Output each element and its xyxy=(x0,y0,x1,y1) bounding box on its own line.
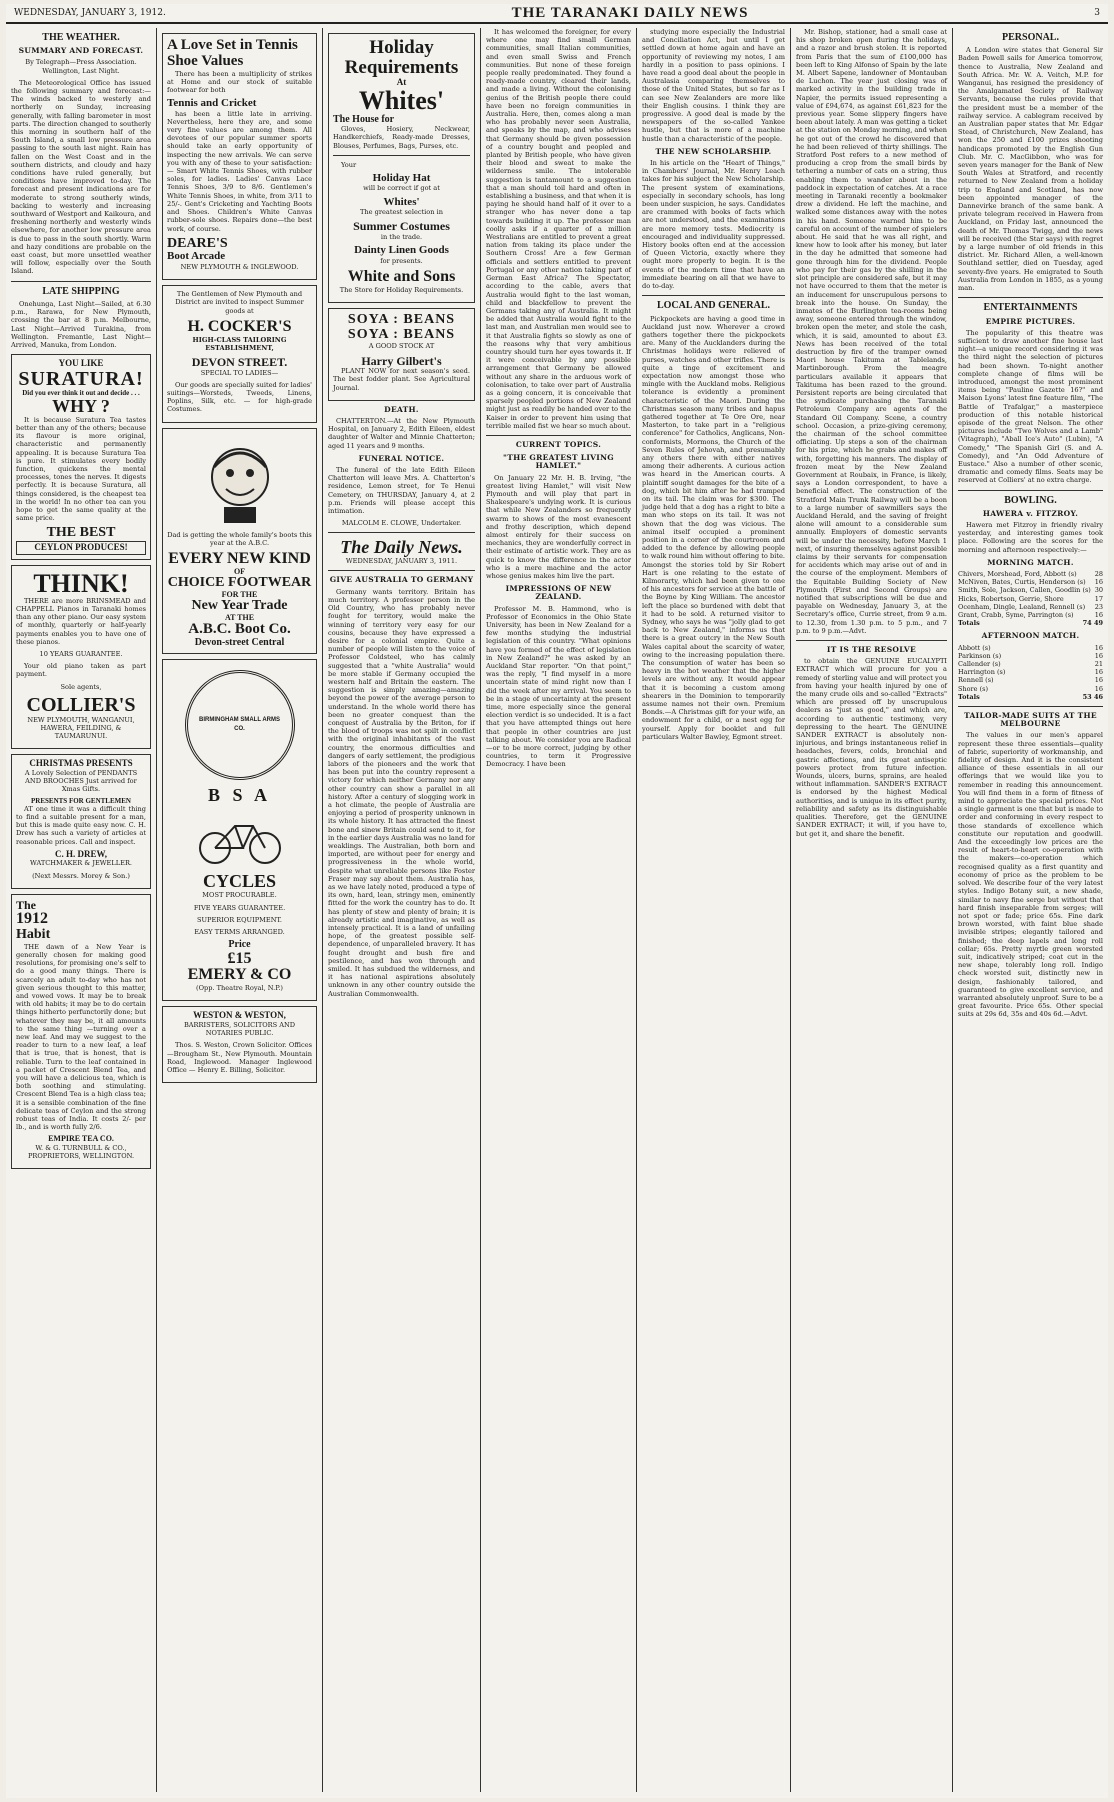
score-row xyxy=(958,570,1103,578)
habit-body: THE dawn of a New Year is generally chosen for making good resolutions, for promising one's self to do a good many things. There is scarcely an adult to-day who has not given serious thought to this matter, and vowed vows. It may be to break with old habits; it may be to do certain things hitherto perfunctorily done; but whatever they may be, it all amounts to the same thing —turning over a new leaf. And may we suggest to the reader to turn to a new leaf, a leaf that is true, that is honest, that is reliable. Turn to the leaf contained in a packet of Crescent Blend Tea, and you will have a delicious tea, which is both soothing and stimulating. Crescent Blend Tea is a high class tea; it is a sensible combination of the fine delicate teas of Ceylon and the strong robust teas of India. It costs 2/- per lb., and is worth fully 2/6. xyxy=(16,942,146,1132)
soya-line-1: SOYA : BEANS xyxy=(347,311,456,327)
empire-pictures-heading: EMPIRE PICTURES. xyxy=(985,316,1076,326)
shipping-heading: LATE SHIPPING xyxy=(42,285,120,297)
abc-new-year: New Year Trade xyxy=(191,598,288,614)
local-general-continued: Mr. Bishop, stationer, had a small case at his shop broken open during the holidays, and a razor and brush stolen. It is reported from Paris that the sum of £100,000 has been left to King Alfonso of Spain by the late M. Albert Sapene, landowner of Montauban de Luchon. The year just closing was of marked activity in the building trade in Napier, the permits issued representing a value of £94,674, as against £61,823 for the previous year. Some slippery fingers have been about lately. A man was getting a ticket at the station on Monday morning, and when he got out of the crowd he discovered that he had been relieved of thirty shillings. The Stratford Post refers to a new method of producing a crop from the small birds by tethering a number of cats on a string, thus enabling them to wander about in the paddock in expectation of catches. At a race meeting in Taranaki recently a bookmaker drew a dividend. He left the machine, and walked some distances away with the notes in his hand. Someone warned him to be careful on account of the number of spielers about. He said that he was all right, and knew how to look after his money, but later in the day he admitted that someone had gone through him for the dividend. People who pay for their gas by the shilling in the slot principle are considered safe, but it may not have occurred to them that the meter is an inducement for unscrupulous persons to break into the house. On Sunday, the inmates of the Burlington tea-rooms being away, someone entered through the window, broken open the meter, and stole the cash, which, it is said, amounted to about £3. News has been received of the total destruction by fire of the tramper owned Maori house Takituma at Tablelands, Martinborough. From the meagre particulars available it appears that Takituma has been razed to the ground. Persistent reports are being circulated that the syndicate purchasing the Taranaki Petroleum Company are agents of the Standard Oil Company. Scene, a country school. Occasion, a prize-giving ceremony, the chairman of the school committee officiating. Up steps a son of the chairman for his prize, which he grabs and makes off with, forgetting his manners. The display of frozen meat by the New Zealand Government at Roubaix, in France, is likely, says a London correspondent, to have a beneficial effect. The construction of the Stratford Main Trunk Railway will be a boon to a large number of sawmillers says the Auckland Herald, and the saving of freight alone will amount to a considerable sum annually. Employers of domestic servants will be under the necessity, before March 1 next, of insuring themselves against possible claims by their servants for compensation for accidents which may arise out of and in the course of the employment. Members of the Equitable Building Society of New Plymouth (First and Second Groups) are notified that subscriptions will be due and payable on Wednesday, January 3, at the Secretary's office, Currie street, from 9 a.m. to 12.30, from 1.30 p.m. to 5 p.m., and 7 p.m. to 9 p.m.—Advt. xyxy=(796,28,947,635)
deare-name: DEARE'S xyxy=(167,235,228,251)
divider xyxy=(642,295,785,296)
score-team: Chivers, Morshead, Ford, Abbott (s) xyxy=(958,569,1077,578)
weather-heading: THE WEATHER. xyxy=(42,32,120,43)
deare-ad xyxy=(162,33,317,280)
bsa-cycles: CYCLES xyxy=(202,871,277,892)
suratura-best: THE BEST xyxy=(46,525,116,541)
newspaper-page xyxy=(6,4,1108,1798)
cocker-name: H. COCKER'S xyxy=(187,317,292,335)
totals-label: Totals xyxy=(958,619,980,628)
empire-tea-company: EMPIRE TEA CO. xyxy=(48,1134,114,1144)
abc-caption: Dad is getting the whole family's boots this year at the A.B.C. xyxy=(167,530,312,547)
score-value: 30 xyxy=(1094,586,1103,595)
divider xyxy=(328,532,475,533)
score-team: Parkinson (s) xyxy=(958,651,1002,660)
masthead-date: WEDNESDAY, JANUARY 3, 1912. xyxy=(14,8,166,18)
current-topics-heading: CURRENT TOPICS. xyxy=(515,439,602,449)
column-7 xyxy=(953,28,1108,1792)
whites-your: Your xyxy=(341,160,357,169)
whites-trade: in the trade. xyxy=(380,233,423,242)
xmas-body: A Lovely Selection of PENDANTS AND BROOCHES Just arrived for Xmas Gifts. xyxy=(24,768,138,794)
whites-name: Whites' xyxy=(358,86,445,116)
totals-b: 49 xyxy=(1093,619,1103,628)
page-number: 3 xyxy=(1094,8,1100,18)
bsa-equipment: SUPERIOR EQUIPMENT. xyxy=(196,915,283,924)
afternoon-scores xyxy=(958,644,1103,701)
abc-at-the: AT THE xyxy=(224,612,255,622)
abc-choice-footwear: CHOICE FOOTWEAR xyxy=(167,575,312,591)
bowling-heading: BOWLING. xyxy=(1004,494,1057,506)
funeral-body: The funeral of the late Edith Eileen Chatterton will leave Mrs. A. Chatterton's residence, Lemon street, for Te Henui Cemetery, on THURSDAY, January 4, at 2 p.m. Friends will please accept this intimation. xyxy=(328,465,475,515)
weston-trade: BARRISTERS, SOLICITORS AND NOTARIES PUBLIC. xyxy=(183,1020,296,1038)
score-row xyxy=(958,676,1103,684)
entertainments-heading: ENTERTAINMENTS xyxy=(983,302,1078,314)
totals-a: 74 xyxy=(1082,619,1092,628)
crescent-tea-ad xyxy=(11,894,151,1170)
bowling-body: Hawera met Fitzroy in friendly rivalry yesterday, and interesting games took place. Following are the scores for the morning and afternoon respectively:— xyxy=(958,520,1103,554)
whites-ad xyxy=(328,33,475,303)
hamlet-heading: "THE GREATEST LIVING HAMLET." xyxy=(503,453,614,471)
bsa-emblem-text: BIRMINGHAM SMALL ARMS CO. xyxy=(199,717,280,732)
sander-body: to obtain the GENUINE EUCALYPTI EXTRACT which will procure for you a remedy of sterling value and will protect you from having your health injured by one of the many crude oils and so-called "Extracts" which are pressed off by unscrupulous dealers as "just as good," and which are, according to authentic testimony, very depressing to the heart. The GENUINE SANDER EXTRACT is absolutely non-injurious, and brings instantaneous relief in headaches, fevers, colds, bronchial and gastric affections, and its great antiseptic powers protect from future infection. Wounds, ulcers, burns, sprains, are healed without inflammation. SANDER'S EXTRACT is endorsed by the highest Medical authorities, and is unique in its effect purity, reliability and safety as its distinguishable qualities. Therefore, get the GENUINE SANDER EXTRACT; it will, if you have to, but get it, and share the benefit. xyxy=(796,657,947,838)
abc-for-the: FOR THE xyxy=(221,589,258,599)
death-heading: DEATH. xyxy=(384,404,419,414)
editorial-heading: GIVE AUSTRALIA TO GERMANY xyxy=(329,575,474,585)
divider xyxy=(796,640,947,641)
death-body: CHATTERTON.—At the New Plymouth Hospital, on January 2, Edith Eileen, eldest daughter of Walter and Minnie Chatterton; aged 11 years and 9 months. xyxy=(328,416,475,450)
weather-body: The Meteorological Office has issued the following summary and forecast:—The winds backed to westerly and northerly on Sunday, increasing generally, with falling barometer in most parts. The direction changed to southerly this morning in southern half of the South Island, a small low pressure area passing to the south last night. Rain has fallen on the West Coast and in the southern districts, and cloudy and hazy conditions have ruled generally, but conditions have improved to-day. The forecast and present indications are for moderate to strong southerly winds, backing to westerly and increasing southward of Westport and Kaikoura, and freshening northerly and westerly winds elsewhere, for another low pressure area is due to pass in the south shortly. Warm and hazy conditions are probable on the east coast, but more unsettled weather will follow, especially over the South Island. xyxy=(11,78,151,276)
gilbert-name: Harry Gilbert's xyxy=(361,353,442,368)
score-row xyxy=(958,668,1103,676)
morning-scores xyxy=(958,570,1103,627)
whites-at: At xyxy=(396,76,407,87)
tennis-heading: A Love Set in Tennis Shoe Values xyxy=(167,37,298,69)
bsa-letters: B S A xyxy=(207,784,272,805)
abc-boot-ad xyxy=(162,428,317,654)
whites-correct: will be correct if got at xyxy=(363,184,440,193)
cocker-street: DEVON STREET. xyxy=(191,354,288,369)
totals-label: Totals xyxy=(958,692,980,701)
dad-cartoon-icon xyxy=(200,437,280,527)
soya-body: PLANT NOW for next season's seed. The best fodder plant. See Agricultural Journal. xyxy=(333,367,470,392)
score-value: 16 xyxy=(1094,643,1103,652)
emery-name: EMERY & CO xyxy=(187,966,292,984)
drew-ad xyxy=(11,754,151,888)
suratura-line-3: Did you ever think it out and decide . . . xyxy=(22,388,140,397)
score-team: McNiven, Bates, Curtis, Henderson (s) xyxy=(958,578,1086,587)
tennis-body: has been a little late in arriving. Nevertheless, here they are, and some very fine values are among them. All devotees of our popular summer sports should take an early opportunity of inspecting the new arrivals. We can serve you with any of these to your satisfaction:— Smart White Tennis Shoes, with rubber soles, for ladies. Ladies' Canvas Lace Tennis Shoes, 3/9 to 8/6. Gentlemen's White Tennis Shoes, in white, from 3/11 to 25/-. Gent's Cricketing and Yachting Boots and Shoes. Children's White Canvas rubber-sole shoes. Repairs done—the best work, of course. xyxy=(167,109,312,233)
funeral-heading: FUNERAL NOTICE. xyxy=(358,453,445,463)
score-value: 17 xyxy=(1094,594,1103,603)
collier-towns: NEW PLYMOUTH, WANGANUI, HAWERA, FEILDING, & TAUMARUNUI. xyxy=(27,715,135,741)
scholarship-heading: THE NEW SCHOLARSHIP. xyxy=(655,146,772,156)
think-body: THERE are more BRINSMEAD and CHAPPELL Pianos in Taranaki homes than any other piano. Our easy system of monthly, quarterly or half-yearly payments enables you to have one of these pianos. xyxy=(16,596,146,646)
soya-line-2: SOYA : BEANS xyxy=(347,326,456,342)
impressions-continued: studying more especially the Industrial and Conciliation Act, but until I get settled down at home again and have an opportunity of reviewing my notes, I am hardly in a position to pass opinions. I have read a good deal about the people in Australasia comparing themselves to those of the United States, but so far as I can see New Zealanders are more like their English cousins. I think they are progressive. A good deal is made by the newspapers of the so-called Yankee hustle, but that is more of a machine hustle than a characteristic of the people. xyxy=(642,28,785,143)
divider xyxy=(11,281,151,282)
tennis-cricket: Tennis and Cricket xyxy=(167,97,257,110)
abc-every-new-kind: EVERY NEW KIND xyxy=(168,549,311,567)
score-value: 16 xyxy=(1094,676,1103,685)
entertainments-body: The popularity of this theatre was sufficient to draw another fine house last night—a unique record considering it was the third night the selection of pictures had been shown. To-night another complete change of films will be introduced, amongst the most prominent items being "Pauline Gazette 16?" and Maison Lyons' latest fine feature film, "The Battle of Trafalgar," a masterpiece production of this notable historical episode of the great Nelson. The other pictures include "Two Wolves and a Lamb" (Vitagraph), "Aball Ice's Auto" (Lubin), "A Comedy," "The Spanish Girl (S. and A. Comedy), and "An Odd Adventure of Eustace." Also a number of other scenic, dramatic and comedy films. Seats may be reserved at Colliers' at no extra charge. xyxy=(958,328,1103,485)
column-6 xyxy=(791,28,952,1792)
drew-trade: WATCHMAKER & JEWELLER. xyxy=(30,859,132,868)
personal-heading: PERSONAL. xyxy=(1002,32,1059,43)
abc-address: Devon-street Central xyxy=(194,637,285,649)
score-row xyxy=(958,578,1103,586)
cocker-body: Our goods are specially suited for ladies' suitings—Worsteds, Tweeds, Linens, Poplins, Silk, etc. — for high-grade Costumes. xyxy=(167,380,312,414)
gilbert-ad xyxy=(328,308,475,401)
column-2 xyxy=(157,28,322,1792)
shipping-body: Onehunga, Last Night—Sailed, at 6.30 p.m., Rarawa, for New Plymouth, crossing the bar at 8 p.m. Melbourne, Last Night—Arrived Turakina, from Wellington. Fremantle, Last Night—Arrived, Manuka, from London. xyxy=(11,299,151,349)
whites-holiday: Holiday Requirements xyxy=(344,37,459,78)
soya-stock: A GOOD STOCK AT xyxy=(368,342,435,351)
column-3 xyxy=(323,28,480,1792)
think-old-piano: Your old piano taken as part payment. xyxy=(16,662,146,679)
impressions-body: Professor M. B. Hammond, who is Professor of Economics in the Ohio State University, has been in New Zealand for a few months studying the industrial legislation of this country. "What opinions have you formed of the effect of legislation in New Zealand?" he was asked by an Auckland Star reporter. "On that point," was the reply, "I find myself in a more uncertain state of mind right now than I did the week after my arrival. You seem to be in a stage of uncertainty at the present time, more especially since the general election verdict is so undecided. It is a fact that you have attempted things out here that people in other countries are just talking about. We consider you are Radical—or to be more correct, judging by other countries, to term it Progressive Democracy. I have been xyxy=(486,604,631,769)
whites-name-2: Whites' xyxy=(383,195,420,208)
divider xyxy=(333,155,470,156)
habit-the: The xyxy=(16,897,37,912)
habit-year: 1912 xyxy=(16,910,48,928)
score-value: 16 xyxy=(1094,668,1103,677)
drew-name: C. H. DREW, xyxy=(55,848,107,859)
afternoon-match-heading: AFTERNOON MATCH. xyxy=(981,631,1080,641)
score-row xyxy=(958,595,1103,603)
score-row xyxy=(958,660,1103,668)
totals-row xyxy=(958,693,1103,701)
daily-news-date: WEDNESDAY, JANUARY 3, 1911. xyxy=(345,557,458,566)
emery-bsa-ad xyxy=(162,659,317,1002)
score-row xyxy=(958,685,1103,693)
totals-row xyxy=(958,619,1103,627)
suratura-brand: SURATURA! xyxy=(18,367,144,390)
scholarship-body: In his article on the "Heart of Things," in Chambers' Journal, Mr. Henry Leach takes for his subject the New Scholarship. The present system of examinations, especially in secondary schools, has long been under suspicion, he says. Candidates are crammed with books of facts which are not understood, and the examinations are more memory tests. Mediocrity is encouraged and individuality suppressed. History books often end at the accession of Queen Victoria, exactly where they ought more properly to begin. It is the events of the modern time that have an immediate bearing on all that we have to do to-day. xyxy=(642,159,785,291)
xmas-subheading: PRESENTS FOR GENTLEMEN xyxy=(31,796,131,805)
weather-subheading: SUMMARY AND FORECAST. xyxy=(18,46,144,56)
weston-body: Thos. S. Weston, Crown Solicitor. Offices—Brougham St., New Plymouth. Mountain Road, Inglewood. Manager Inglewood Office — Henry E. Billing, Solicitor. xyxy=(167,1041,312,1074)
morning-match-heading: MORNING MATCH. xyxy=(987,557,1074,567)
bsa-price: £15 xyxy=(227,949,252,967)
score-value: 21 xyxy=(1094,660,1103,669)
emery-address: (Opp. Theatre Royal, N.P.) xyxy=(196,984,283,993)
habit-word: Habit xyxy=(16,927,51,943)
totals-a: 53 xyxy=(1082,692,1092,701)
bsa-most-procurable: MOST PROCURABLE. xyxy=(202,891,277,900)
abc-name: A.B.C. Boot Co. xyxy=(188,621,291,638)
bsa-guarantee: FIVE YEARS GUARANTEE. xyxy=(193,903,286,912)
whites-summer: Summer Costumes xyxy=(353,219,450,234)
totals-b: 46 xyxy=(1093,692,1103,701)
score-value: 23 xyxy=(1094,602,1103,611)
score-row xyxy=(958,644,1103,652)
score-value: 16 xyxy=(1094,684,1103,693)
cocker-special: SPECIAL TO LADIES— xyxy=(200,368,279,377)
hamlet-body: On January 22 Mr. H. B. Irving, "the greatest living Hamlet," will visit New Plymouth and will play that part in Shakespeare's undying work. It is curious that while New Zealanders so frequently swarm to shows of the most evanescent and frothy description, which depend almost entirely for their success on mechanics, they are wonderfully correct in their estimate of artistic work. They are as quick to know the difference in the actor who is a mere machine and the actor whose genius makes him live the part. xyxy=(486,473,631,580)
cocker-tailoring: HIGH-CLASS TAILORING ESTABLISHMENT, xyxy=(192,335,287,352)
think-agents: Sole agents, xyxy=(60,682,102,691)
drew-address: (Next Messrs. Morey & Son.) xyxy=(32,871,130,880)
bsa-terms: EASY TERMS ARRANGED. xyxy=(194,927,285,936)
sander-heading: IT IS THE RESOLVE xyxy=(826,645,917,655)
score-row xyxy=(958,603,1103,611)
local-general-body: Pickpockets are having a good time in Auckland just now. Wherever a crowd gathers together there the pickpockets are. Many of the Aucklanders during the Christmas holidays were relieved of purses, watches and other trifles. There is quite a tinge of excitement and expectation now amongst those who mingle with the Auckland mobs. Religious tolerance is evidently a prominent characteristic of the Maori. During the Christmas season many tribes and hapus gathered together at Te Ore Ore, near Masterton, to take part in a "religious conference" for Catholics, Anglicans, Non-conformists, Mormons, the Church of the Seven Rules of Jehovah, and presumably any others there with either natives among their adherents. A curious action was heard in the American courts. A plaintiff sought damages for the bite of a dog, which bit him after he had tramped on its tail. The claim was for $300. The judge held that a dog has a right to bite a man who steps on its tail. It was not shown that the dog was vicious. The animal itself occupied a prominent position in a corner of the courtroom and added to the defence by allowing people to walk round him without offering to bite. Amongst the stories told by Sir Robert Hart is one relating to the estate of Kilmorarty, which had been given to one of his ancestors for service at the battle of the Boyne by King William. The ancestor left the place so burdened with debt that it had to be sold. A returned visitor to Sydney, who says he was "jolly glad to get back to New Zealand," informs us that there is a great outcry in the New South Wales capital about the scarcity of water, owing to the increasing population there. The consumption of water has been so heavy in the hot weather that the higher levels are without any. It would appear that it is becoming a custom among shearers in the Dominion to temporarily assume names not their own. Premium Bonds.—A Christmas gift for your wife, an endowment for a child, or a nest egg for yourself. Apply for booklet and full particulars Walter Bawley, Egmont street. xyxy=(642,314,785,741)
divider xyxy=(486,435,631,436)
score-team: Harrington (s) xyxy=(958,668,1006,677)
whites-linen: Dainty Linen Goods xyxy=(354,244,449,257)
deare-towns: NEW PLYMOUTH & INGLEWOOD. xyxy=(180,262,299,271)
think-heading: THINK! xyxy=(33,568,129,598)
collier-ad xyxy=(11,565,151,750)
bowling-subheading: HAWERA v. FITZROY. xyxy=(982,508,1079,518)
suratura-ceylon: CEYLON PRODUCES! xyxy=(16,541,146,554)
weston-name: WESTON & WESTON, xyxy=(193,1010,286,1021)
bicycle-icon xyxy=(195,808,285,868)
score-value: 16 xyxy=(1094,578,1103,587)
score-row xyxy=(958,611,1103,619)
score-team: Hicks, Robertson, Gerrie, Shore xyxy=(958,594,1064,603)
score-value: 16 xyxy=(1094,651,1103,660)
personal-body: A London wire states that General Sir Baden Powell sails for America tomorrow, thence to Australia, New Zealand and South Africa. Mr. W. A. Veitch, M.P. for Wanganui, has resigned the presidency of the Amalgamated Society of Railway Servants, because the rules provide that the president must be a member of the railway service. A cablegram received by an Australian paper states that Mr. Edgar Stead, of Christchurch, New Zealand, has won the 250 and £100 prizes shooting handicaps promoted by the English Gun Club. Mr. C. MacGibbon, who was for seven years manager for the Bank of New South Wales at Stratford, and recently returned to New Zealand from a holiday trip to England and Scotland, has now been appointed manager of the Dannevirke branch of the same bank. A private telegram received in Hawera from Auckland, on Friday last, announced the death of Mr. Thomas Twigg, and the news will be received (the Star says) with regret by a large number of old friends in this district. Mr. Richard Allen, a well-known Southland settler, died on Tuesday, aged seventy-five years. He emigrated to South Australia from London in 1855, as a young man. xyxy=(958,46,1103,293)
xmas-heading: CHRISTMAS PRESENTS xyxy=(29,758,133,769)
think-guarantee: 10 YEARS GUARANTEE. xyxy=(39,650,123,659)
whites-sons: White and Sons xyxy=(347,267,456,285)
whites-selection: The greatest selection in xyxy=(360,208,443,217)
suratura-ad xyxy=(11,354,151,559)
suratura-line-1: YOU LIKE xyxy=(58,358,104,369)
tailor-body: The values in our men's apparel represent these three essentials—quality of fabric, superiority of workmanship, and fidelity of design. And it is the consistent alliance of these essentials in all our offerings that we would like you to remember in reading this announcement. You will find them in a form of fitness of mind to appreciate the special prices. Not a single garment is one that but is made to order and conforming in every respect to those standards of excellence which constitute our reputation and goodwill. And the exceedingly low prices are the result of heart-to-heart co-operation with the makers—co-operation which recognised quality as a first quantity and economy of price as the problem to be solved. We describe four of the very latest styles. Indigo Botany suit, a new shade, similar to navy fine serge but without that hard finish inseparable from serges; will not spot or fade; price 65s. Fine dark brown worsted, with faint blue shade invisible stripes; elegantly tailored and finished; the deep lapels and long roll collar; 65s. Pretty myrtle green worsted suit, indicatively striped; coat cut in the new shape, tolerably long roll. Indigo check worsted suit, distinctly new in design, fashionably tailored, and guaranteed to give excellent service, and warranted absolutely unproof. Sure to be a great favourite. Price 65s. Other special suits at 29s 6d, 35s and 40s 6d.—Advt. xyxy=(958,731,1103,1019)
collier-name: COLLIER'S xyxy=(26,693,136,716)
column-5 xyxy=(637,28,790,1792)
divider xyxy=(958,490,1103,491)
whites-presents: for presents. xyxy=(380,256,423,265)
score-team: Ocenham, Dingle, Lealand, Rennell (s) xyxy=(958,602,1086,611)
score-team: Smith, Sole, Jackson, Callen, Goodlin (s) xyxy=(958,586,1091,595)
score-value: 16 xyxy=(1094,611,1103,619)
divider xyxy=(328,570,475,571)
score-team: Grant, Crabb, Syme, Parrington (s) xyxy=(958,611,1074,619)
whites-store: The Store for Holiday Requirements. xyxy=(339,285,464,294)
suratura-body: It is because Suratura Tea tastes better than any of the others; because its flavour is more original, characteristic and permanently appealing. It is because Suratura Tea is pure. It stimulates every bodily function, quickens the mental processes, tones the nerves. It digests perfectly. It is because Suratura, all things considered, is the cheapest tea in the world! In no other tea can you hope to get the same quality at the same price. xyxy=(16,415,146,523)
empire-tea-proprietors: W. & G. TURNBULL & CO., PROPRIETORS, WELLINGTON. xyxy=(27,1143,135,1161)
daily-news-nameplate: The Daily News. xyxy=(340,537,463,558)
cocker-ad xyxy=(162,285,317,422)
funeral-signature: MALCOLM E. CLOWE, Undertaker. xyxy=(341,519,462,528)
suratura-why: WHY ? xyxy=(52,395,110,416)
local-general-heading: LOCAL AND GENERAL. xyxy=(656,300,771,312)
xmas-text: AT one time it was a difficult thing to find a suitable present for a man, but this is made quite easy now. C. H. Drew has such a variety of articles at reasonable prices. Call and inspect. xyxy=(16,804,146,846)
whites-house-for: The House for xyxy=(333,113,395,125)
tailor-heading: TAILOR-MADE SUITS AT THE MELBOURNE xyxy=(964,711,1097,729)
bsa-emblem-icon xyxy=(185,670,295,780)
score-value: 28 xyxy=(1094,569,1103,578)
score-team: Rennell (s) xyxy=(958,676,994,685)
abc-of: OF xyxy=(233,566,246,576)
masthead xyxy=(6,4,1108,24)
newspaper-title: THE TARANAKI DAILY NEWS xyxy=(511,4,749,21)
score-team: Abbott (s) xyxy=(958,643,991,652)
divider xyxy=(958,297,1103,298)
score-row xyxy=(958,652,1103,660)
weston-ad xyxy=(162,1006,317,1083)
column-1 xyxy=(6,28,156,1792)
score-team: Callender (s) xyxy=(958,660,1001,669)
whites-holiday-hat: Holiday Hat xyxy=(372,171,431,184)
score-row xyxy=(958,586,1103,594)
impressions-heading: IMPRESSIONS OF NEW ZEALAND. xyxy=(505,584,612,602)
cocker-intro: The Gentlemen of New Plymouth and District are invited to inspect Summer goods at xyxy=(175,290,304,315)
whites-body: Gloves, Hosiery, Neckwear, Handkerchiefs, Ready-made Dresses, Blouses, Perfumes, Bags, Purses, etc. xyxy=(333,125,470,150)
tennis-intro: There has been a multiplicity of strikes at Home and our stock of suitable footwear for both xyxy=(167,69,312,94)
editorial-continued: It has welcomed the foreigner, for every where one may find small German communities, small Italian communities, and even small Swiss and French communities. But none of these foreign people really predominated. They found a ready-made country, cleared their lands, and made a living. Without the colonising genius of the British people there could have been no foreign communities in Australia. Here, then, comes along a man who has probably never seen Australia, and speaks by the map, and who advises that Germany should be given possession of a country bought and peopled and planted by British people, who have given their blood and sweat to make the wilderness smile. The intolerable suggestion is tantamount to a suggestion that a man should toil hard and often in establishing a business, and that when it is paying he should hand half of it over to a stranger who has never done a tap towards building it up. The professor man coolly asks if a quarter of a million Westralians are entitled to prevent a great nation from taking its place under the Southern Cross! Are a few German officials and settlers entitled to prevent Portugal or any other nation taking part of German East Africa? The Spectator, according to the cable, avers that Australia would fight to the last woman, child and blackfellow to prevent the Germans taking any of Australia. It might be added that Australia would fight to the last man, and Australian men would see to it that Australia fights so slowly as one of the reasons why that very ambitious country should turn her eyes towards it. If it were conceivable by any possible arrangement that Germany be allowed without any share in the arduous work of colonisation, to take over part of Australia as a going concern, it is conceivable that sparsely peopled portions of New Zealand might just as readily be handed over to the Kaiser in order to prevent him using that terrible mailed fist we hear so much about. xyxy=(486,28,631,430)
editorial-body: Germany wants territory. Britain has much territory. A professor person in the Old Country, who has probably never fought for territory, would make the winning of territory very easy for our cousins, because they have expressed a desire for a colonial empire. Quite a number of people will listen to the voice of Professor Coldsteel, who has calmly suggested that a "white Australia" would be more stable if Germany occupied the western half and Britain the eastern. The suggestion is simply amazing—amazing beyond the power of the average person to understand. In the whole world there has been no greater conquest than the conquest of Australia by the Briton, for if the blood of troops was not spilt in conflict with the original inhabitants of the vast country, the enormous difficulties and dangers of early settlement, the prodigious labors of the pioneers and the work that has been put into the country represent a victory for which neither Germany nor any other country can show a parallel in all history. After a century of slogging work in a hot climate, the people of Australia are enjoying a period of prosperity unknown in its whole history. It has attracted the finest bone and sinew Britain could send to it, for in the earlier days Australia was no land for weaklings. The Australian, both born and imported, are without peer for energy and progressiveness in the whole world, despite what unreliable persons like Foster Fraser may say about them. Australia has, as we have lately noted, produced a type of its own, hard, lean, stringy men, eminently fitted for the work the country has to do. It has plenty of stew and plenty of brain; it is already artistic and imaginative, as well as intensely practical. It is a land of unfailing hope, of the greatest possible self-dependence, of unparalleled bravery. It has fought drought and bush fire and pestilence, and has won through and smiled. It has subdued the wilderness, and it has national aspirations absolutely unknown in any other country outside the Australian Commonwealth. xyxy=(328,587,475,998)
weather-byline: By Telegraph—Press Association. Wellington, Last Night. xyxy=(25,58,137,75)
score-team: Shore (s) xyxy=(958,684,988,693)
divider xyxy=(958,706,1103,707)
deare-arcade: Boot Arcade xyxy=(167,250,226,263)
column-4 xyxy=(481,28,636,1792)
bsa-price-label: Price xyxy=(228,939,251,951)
